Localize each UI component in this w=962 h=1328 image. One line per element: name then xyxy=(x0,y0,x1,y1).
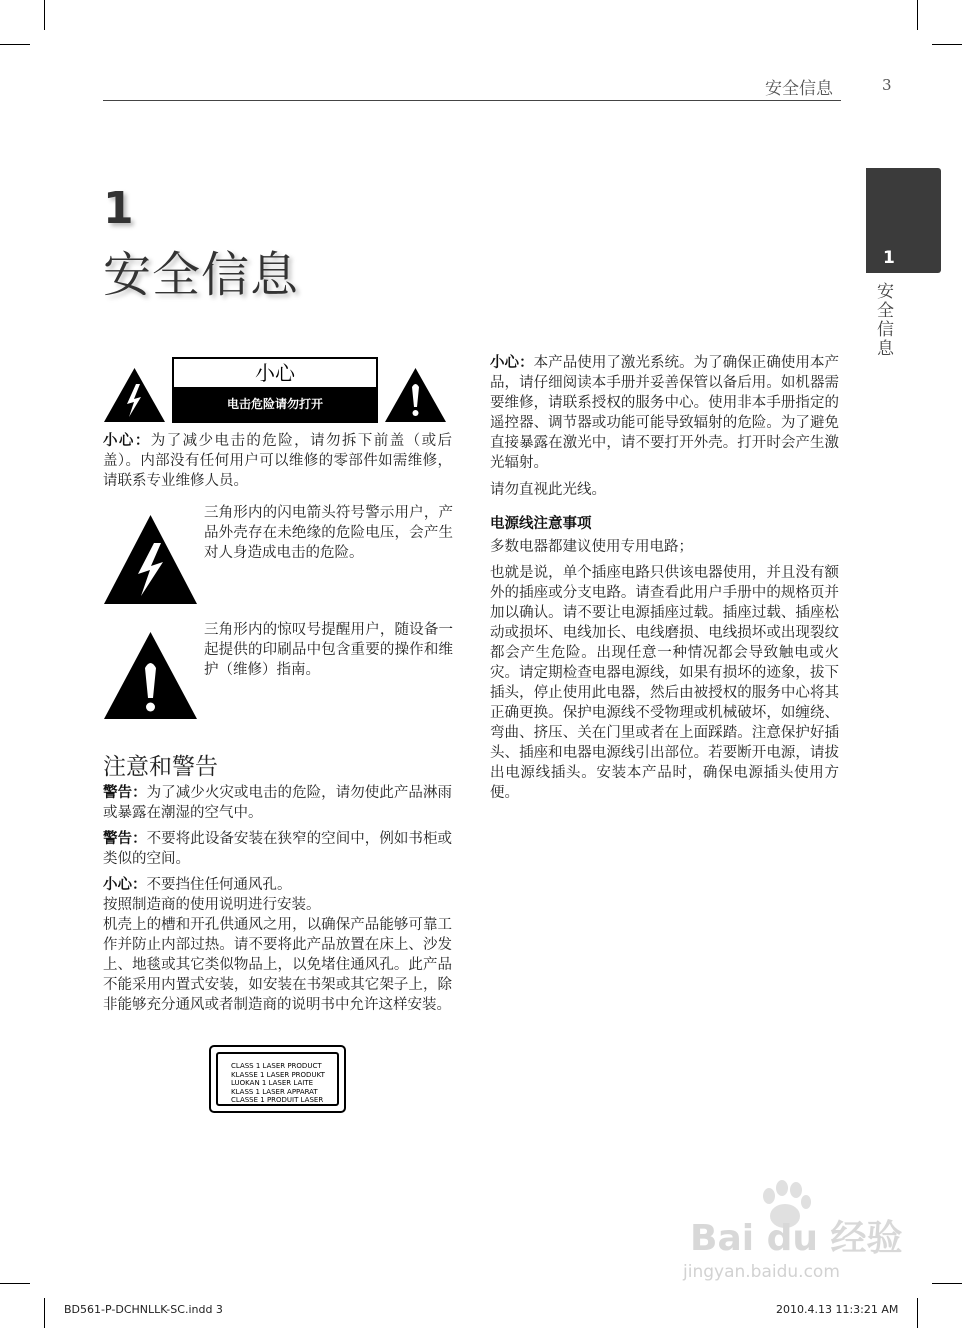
warning-paragraph-2 xyxy=(103,829,452,869)
install-instruction: 按照制造商的使用说明进行安装。 xyxy=(103,897,321,913)
chapter-number: 1 xyxy=(103,183,134,234)
warning-text: 为了减少火灾或电击的危险，请勿使此产品淋雨或暴露在潮湿的空气中。 xyxy=(103,785,453,821)
caution-label-text: 小心： xyxy=(490,355,534,371)
caution-paragraph xyxy=(103,431,452,491)
caution-label-text: 小心： xyxy=(103,877,147,893)
warning-text: 不要将此设备安装在狭窄的空间中，例如书柜或类似的空间。 xyxy=(103,831,453,867)
crop-mark xyxy=(0,1283,30,1284)
warning-label: 警告： xyxy=(103,785,147,801)
crop-mark xyxy=(0,44,30,45)
chapter-tab-number: 1 xyxy=(883,248,895,268)
crop-mark xyxy=(932,1283,962,1284)
watermark-url: jingyan.baidu.com xyxy=(683,1262,840,1282)
caution-text: 为了减少电击的危险，请勿拆下前盖（或后盖）。内部没有任何用户可以维修的零部件如需维修，请联系专业维修人员。 xyxy=(103,433,453,489)
caution-label-title: 小心 xyxy=(255,361,295,385)
laser-label-line: CLASSE 1 PRODUIT LASER xyxy=(231,1096,324,1104)
caution-text: 本产品使用了激光系统。为了确保正确使用本产品，请仔细阅读本手册并妥善保管以备后用。如机器需要维修，请联系授权的服务中心。使用非本手册指定的遥控器、调节器或功能可能导致辐射的危险。为了避免直接暴露在激光中，请不要打开外壳。打开时会产生激光辐射。 xyxy=(490,355,840,471)
laser-product-label xyxy=(209,1045,346,1113)
chapter-tab xyxy=(866,168,941,273)
footer-filename: BD561-P-DCHNLLK-SC.indd 3 xyxy=(64,1303,223,1316)
caution-label-subtitle: 电击危险请勿打开 xyxy=(174,387,376,421)
running-header-title: 安全信息 xyxy=(765,79,833,99)
laser-label-line: LUOKAN 1 LASER LAITE xyxy=(231,1079,313,1087)
laser-label-line: KLASS 1 LASER APPARAT xyxy=(231,1087,318,1096)
ventilation-paragraph: 机壳上的槽和开孔供通风之用，以确保产品能够可靠工作并防止内部过热。请不要将此产品放置在床上、沙发上、地毯或其它类似物品上，以免堵住通风孔。此产品不能采用内置式安装，如安装在书架或其它架子上，除非能够充分通风或者制造商的说明书中允许这样安装。 xyxy=(103,917,452,1013)
power-intro: 多数电器都建议使用专用电路； xyxy=(490,539,693,555)
footer-timestamp: 2010.4.13 11:3:21 AM xyxy=(776,1303,899,1316)
no-stare-note: 请勿直视此光线。 xyxy=(490,482,606,498)
caution-text: 不要挡住任何通风孔。 xyxy=(146,877,292,893)
laser-label-line: KLASSE 1 LASER PRODUKT xyxy=(231,1070,325,1079)
caution-label xyxy=(172,357,378,423)
exclamation-symbol-icon xyxy=(103,630,198,720)
watermark-brand: Bai du 经验 xyxy=(690,1218,903,1259)
crop-mark xyxy=(917,1298,918,1328)
laser-product-label-frame xyxy=(216,1052,339,1106)
caution-label-text: 小心： xyxy=(103,433,151,449)
warning-label: 警告： xyxy=(103,831,147,847)
header-rule xyxy=(103,100,841,101)
laser-caution-paragraph xyxy=(490,353,839,473)
exclamation-warning-icon xyxy=(384,367,447,423)
crop-mark xyxy=(932,44,962,45)
section-heading-warnings: 注意和警告 xyxy=(103,754,218,780)
lightning-explanation: 三角形内的闪电箭头符号警示用户，产品外壳存在未绝缘的危险电压，会产生对人身造成电击的危险。 xyxy=(204,505,453,561)
laser-label-line: CLASS 1 LASER PRODUCT xyxy=(231,1062,322,1070)
lightning-symbol-icon xyxy=(103,513,198,605)
warning-paragraph-1 xyxy=(103,783,452,823)
page-number: 3 xyxy=(882,76,892,94)
chapter-title: 安全信息 xyxy=(103,247,300,303)
chapter-tab-label: 安全信息 xyxy=(873,282,893,358)
power-paragraph: 也就是说，单个插座电路只供该电器使用，并且没有额外的插座或分支电路。请查看此用户手册中的规格页并加以确认。请不要让电源插座过载。插座过载、插座松动或损坏、电线加长、电线磨损、电线损坏或出现裂纹都会产生危险。出现任意一种情况都会导致触电或火灾。请定期检查电器电源线，如果有损坏的迹象，拔下插头，停止使用此电器，然后由被授权的服务中心将其正确更换。保护电源线不受物理或机械破坏，如缠绕、弯曲、挤压、关在门里或者在上面踩踏。注意保护好插头、插座和电器电源线引出部位。若要断开电源，请拔出电源线插头。安装本产品时，确保电源插头使用方便。 xyxy=(490,565,839,801)
section-heading-power-cord: 电源线注意事项 xyxy=(490,516,592,532)
crop-mark xyxy=(44,0,45,30)
crop-mark xyxy=(917,0,918,30)
lightning-warning-icon xyxy=(103,367,166,423)
crop-mark xyxy=(44,1298,45,1328)
exclamation-explanation: 三角形内的惊叹号提醒用户，随设备一起提供的印刷品中包含重要的操作和维护（维修）指南。 xyxy=(204,622,453,678)
vent-caution-paragraph xyxy=(103,875,452,1015)
